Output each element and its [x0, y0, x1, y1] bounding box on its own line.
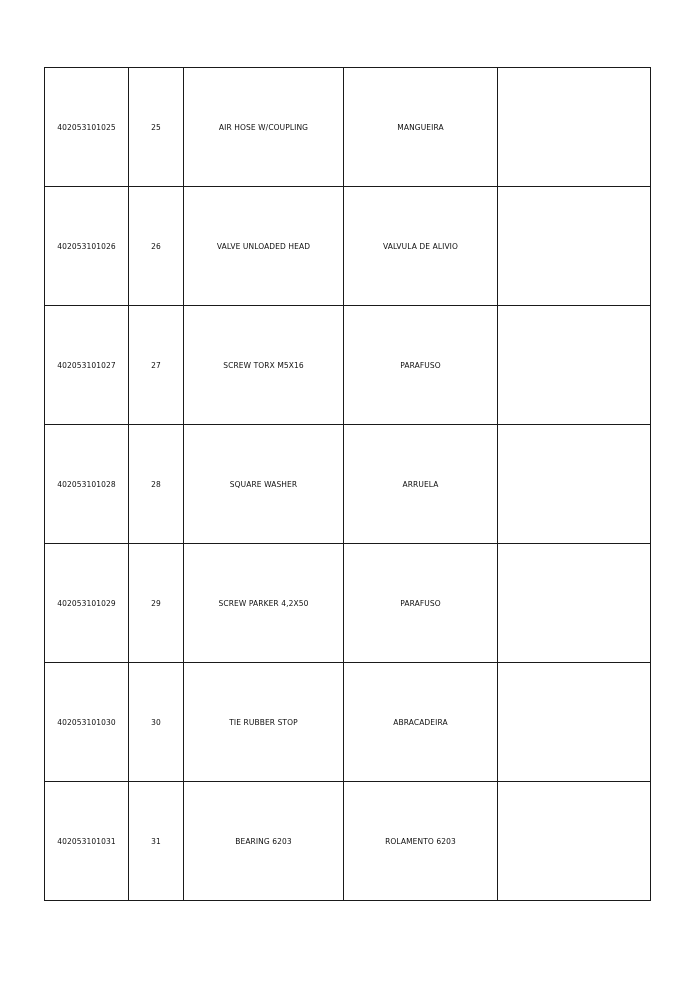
- description-en-cell: BEARING 6203: [184, 782, 344, 901]
- description-pt-cell: ROLAMENTO 6203: [344, 782, 498, 901]
- part-code-cell: 402053101027: [45, 306, 129, 425]
- description-pt-cell: MANGUEIRA: [344, 68, 498, 187]
- parts-table: [44, 67, 651, 901]
- description-pt-cell: ARRUELA: [344, 425, 498, 544]
- description-en-cell: VALVE UNLOADED HEAD: [184, 187, 344, 306]
- empty-cell: [498, 187, 651, 306]
- empty-cell: [498, 425, 651, 544]
- table-row: [45, 782, 651, 901]
- table-row: [45, 306, 651, 425]
- part-code-cell: 402053101028: [45, 425, 129, 544]
- part-code-cell: 402053101030: [45, 663, 129, 782]
- table-row: [45, 187, 651, 306]
- description-en-cell: SCREW TORX M5X16: [184, 306, 344, 425]
- table-row: [45, 544, 651, 663]
- part-code-cell: 402053101025: [45, 68, 129, 187]
- empty-cell: [498, 544, 651, 663]
- description-pt-cell: VALVULA DE ALIVIO: [344, 187, 498, 306]
- item-number-cell: 29: [129, 544, 184, 663]
- item-number-cell: 25: [129, 68, 184, 187]
- empty-cell: [498, 306, 651, 425]
- part-code-cell: 402053101026: [45, 187, 129, 306]
- item-number-cell: 26: [129, 187, 184, 306]
- item-number-cell: 27: [129, 306, 184, 425]
- item-number-cell: 31: [129, 782, 184, 901]
- empty-cell: [498, 663, 651, 782]
- part-code-cell: 402053101031: [45, 782, 129, 901]
- table-row: [45, 663, 651, 782]
- description-en-cell: SQUARE WASHER: [184, 425, 344, 544]
- empty-cell: [498, 68, 651, 187]
- empty-cell: [498, 782, 651, 901]
- description-en-cell: AIR HOSE W/COUPLING: [184, 68, 344, 187]
- item-number-cell: 28: [129, 425, 184, 544]
- table-row: [45, 68, 651, 187]
- table-row: [45, 425, 651, 544]
- item-number-cell: 30: [129, 663, 184, 782]
- part-code-cell: 402053101029: [45, 544, 129, 663]
- description-en-cell: TIE RUBBER STOP: [184, 663, 344, 782]
- description-pt-cell: ABRACADEIRA: [344, 663, 498, 782]
- description-pt-cell: PARAFUSO: [344, 306, 498, 425]
- description-en-cell: SCREW PARKER 4,2X50: [184, 544, 344, 663]
- description-pt-cell: PARAFUSO: [344, 544, 498, 663]
